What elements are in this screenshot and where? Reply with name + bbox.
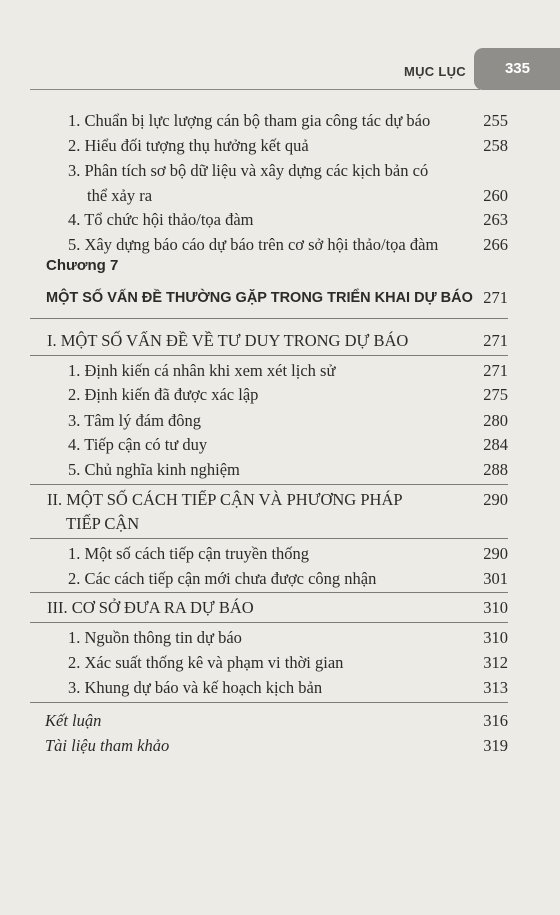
toc-entry xyxy=(0,567,560,591)
toc-entry-page: 319 xyxy=(483,736,508,755)
chapter-label: Chương 7 xyxy=(46,257,119,274)
toc-entry-page: 266 xyxy=(483,235,508,254)
header-rule xyxy=(30,89,480,90)
toc-entry-conclusion xyxy=(0,709,560,733)
section-page: 290 xyxy=(483,490,508,509)
section-rule xyxy=(30,355,508,356)
toc-entry xyxy=(0,383,560,407)
toc-entry-text: 5. Xây dựng báo cáo dự báo trên cơ sở hội thảo/tọa đàm xyxy=(68,235,439,254)
section-heading xyxy=(0,488,560,512)
toc-entry xyxy=(0,233,560,257)
toc-entry-text: thể xảy ra xyxy=(87,186,153,205)
toc-entry-page: 316 xyxy=(483,711,508,730)
section-title: II. MỘT SỐ CÁCH TIẾP CẬN VÀ PHƯƠNG PHÁP xyxy=(47,490,403,509)
toc-entry-page: 255 xyxy=(483,111,508,130)
section-title: TIẾP CẬN xyxy=(66,514,140,533)
section-rule xyxy=(30,622,508,623)
section-heading-continued xyxy=(0,512,560,536)
toc-entry-text: 1. Một số cách tiếp cận truyền thống xyxy=(68,544,310,563)
toc-entry-text: 1. Nguồn thông tin dự báo xyxy=(68,628,242,647)
toc-entry-text: 3. Phân tích sơ bộ dữ liệu và xây dựng các kịch bản có xyxy=(68,161,429,180)
toc-entry xyxy=(0,651,560,675)
toc-entry-page: 271 xyxy=(483,361,508,380)
toc-entry xyxy=(0,626,560,650)
page-number: 335 xyxy=(504,60,530,77)
section-rule xyxy=(30,318,508,319)
section-page: 271 xyxy=(483,331,508,350)
chapter-page: 271 xyxy=(483,288,508,307)
toc-entry-page: 290 xyxy=(483,544,508,563)
toc-entry xyxy=(0,458,560,482)
section-heading xyxy=(0,329,560,353)
section-heading xyxy=(0,596,560,620)
toc-entry-text: 4. Tiếp cận có tư duy xyxy=(68,435,208,454)
toc-entry xyxy=(0,359,560,383)
toc-entry-page: 310 xyxy=(483,628,508,647)
toc-entry-text: 1. Chuẩn bị lực lượng cán bộ tham gia công tác dự báo xyxy=(68,111,431,130)
toc-entry-text: 5. Chủ nghĩa kinh nghiệm xyxy=(68,460,240,479)
toc-entry-page: 275 xyxy=(483,385,508,404)
chapter-title: MỘT SỐ VẤN ĐỀ THƯỜNG GẶP TRONG TRIỂN KHAI DỰ BÁO xyxy=(46,290,473,306)
toc-entry-page: 288 xyxy=(483,460,508,479)
toc-entry-page: 280 xyxy=(483,411,508,430)
toc-entry xyxy=(0,542,560,566)
toc-entry-page: 260 xyxy=(483,186,508,205)
toc-entry-text: 2. Xác suất thống kê và phạm vi thời gian xyxy=(68,653,344,672)
toc-entry-text: 2. Hiểu đối tượng thụ hưởng kết quả xyxy=(68,136,309,155)
toc-entry-page: 313 xyxy=(483,678,508,697)
section-title: I. MỘT SỐ VẤN ĐỀ VỀ TƯ DUY TRONG DỰ BÁO xyxy=(47,331,409,350)
toc-entry-text: 3. Khung dự báo và kế hoạch kịch bản xyxy=(68,678,323,697)
section-title: III. CƠ SỞ ĐƯA RA DỰ BÁO xyxy=(47,598,254,617)
section-rule xyxy=(30,484,508,485)
running-header-section: MỤC LỤC xyxy=(403,64,466,79)
toc-entry-text: Kết luận xyxy=(45,711,102,730)
toc-entry xyxy=(0,409,560,433)
toc-entry-page: 301 xyxy=(483,569,508,588)
toc-entry-text: 4. Tổ chức hội thảo/tọa đàm xyxy=(68,210,254,229)
toc-entry-text: 2. Các cách tiếp cận mới chưa được công nhận xyxy=(68,569,377,588)
toc-entry-references xyxy=(0,734,560,758)
toc-entry xyxy=(0,433,560,457)
toc-entry xyxy=(0,208,560,232)
toc-entry-text: 2. Định kiến đã được xác lập xyxy=(68,385,259,404)
section-rule xyxy=(30,592,508,593)
toc-entry-page: 263 xyxy=(483,210,508,229)
toc-entry-text: Tài liệu tham khảo xyxy=(45,736,170,755)
section-rule xyxy=(30,702,508,703)
section-page: 310 xyxy=(483,598,508,617)
toc-entry xyxy=(0,159,560,183)
toc-entry xyxy=(0,109,560,133)
toc-entry xyxy=(0,134,560,158)
section-rule xyxy=(30,538,508,539)
toc-entry-page: 284 xyxy=(483,435,508,454)
toc-entry xyxy=(0,676,560,700)
toc-entry-text: 3. Tâm lý đám đông xyxy=(68,411,202,430)
toc-entry-page: 312 xyxy=(483,653,508,672)
toc-entry-page: 258 xyxy=(483,136,508,155)
toc-entry xyxy=(0,184,560,208)
toc-entry-text: 1. Định kiến cá nhân khi xem xét lịch sử xyxy=(68,361,336,380)
